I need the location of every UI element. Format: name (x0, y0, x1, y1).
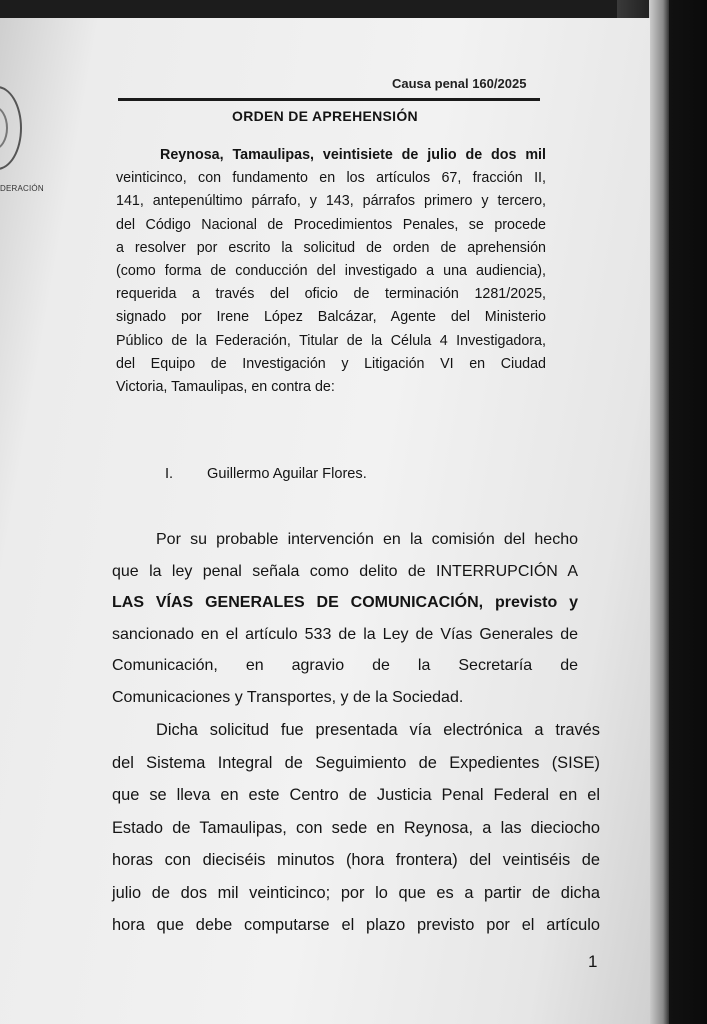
paragraph-2-line: LAS VÍAS GENERALES DE COMUNICACIÓN, previsto y (112, 594, 578, 611)
page-number: 1 (588, 952, 598, 971)
paragraph-1-line: Público de la Federación, Titular de la Célula 4 Investigadora, (116, 332, 546, 349)
paragraph-1-line: a resolver por escrito la solicitud de orden de aprehensión (116, 239, 546, 256)
paragraph-1-line: del Código Nacional de Procedimientos Penales, se procede (116, 216, 546, 233)
paragraph-1-line: veinticinco, con fundamento en los artículos 67, fracción II, (116, 170, 546, 187)
paragraph-3 (112, 714, 600, 942)
paragraph-1-line: del Equipo de Investigación y Litigación VI en Ciudad (116, 355, 546, 372)
person-name: Guillermo Aguilar Flores. (207, 466, 367, 482)
seal-logo (0, 86, 22, 170)
paragraph-1-line: (como forma de conducción del investigado a una audiencia), (116, 263, 546, 280)
seal-emblem (0, 106, 8, 150)
paragraph-2-line: Comunicación, en agravio de la Secretaría de (112, 657, 578, 674)
paragraph-3-line: del Sistema Integral de Seguimiento de Expedientes (SISE) (112, 753, 600, 772)
paragraph-2-line: sancionado en el artículo 533 de la Ley de Vías Generales de (112, 625, 578, 643)
paragraph-1 (116, 144, 546, 399)
page-stack-edge (649, 0, 669, 1024)
paragraph-3-line: que se lleva en este Centro de Justicia Penal Federal en el (112, 786, 600, 804)
paragraph-2 (112, 524, 578, 713)
seal-caption: DERACIÓN (0, 184, 44, 193)
paragraph-3-line: Dicha solicitud fue presentada vía electrónica a través (156, 721, 600, 739)
paragraph-3-line: Estado de Tamaulipas, con sede en Reynosa, a las dieciocho (112, 818, 600, 837)
paragraph-1-line: Reynosa, Tamaulipas, veintisiete de julio de dos mil (160, 147, 546, 163)
accused-person (165, 466, 367, 482)
paragraph-3-line: julio de dos mil veinticinco; por lo que es a partir de dicha (112, 883, 600, 902)
document-title: ORDEN DE APREHENSIÓN (232, 108, 418, 124)
person-number: I. (165, 466, 174, 482)
paragraph-2-line: que la ley penal señala como delito de INTERRUPCIÓN A (112, 562, 578, 580)
paragraph-1-line: Victoria, Tamaulipas, en contra de: (116, 379, 335, 396)
paragraph-3-line: horas con dieciséis minutos (hora frontera) del veintiséis de (112, 851, 600, 869)
paragraph-2-line: Comunicaciones y Transportes, y de la Sociedad. (112, 688, 464, 706)
paragraph-1-line: 141, antepenúltimo párrafo, y 143, párrafos primero y tercero, (116, 193, 546, 210)
paragraph-1-line: requerida a través del oficio de terminación 1281/2025, (116, 286, 546, 303)
document-page (0, 18, 650, 1024)
paragraph-2-line: Por su probable intervención en la comisión del hecho (156, 531, 578, 548)
paragraph-3-line: hora que debe computarse el plazo previsto por el artículo (112, 916, 600, 934)
paragraph-1-line: signado por Irene López Balcázar, Agente del Ministerio (116, 309, 546, 326)
header-rule (118, 98, 540, 101)
case-number: Causa penal 160/2025 (392, 76, 527, 91)
